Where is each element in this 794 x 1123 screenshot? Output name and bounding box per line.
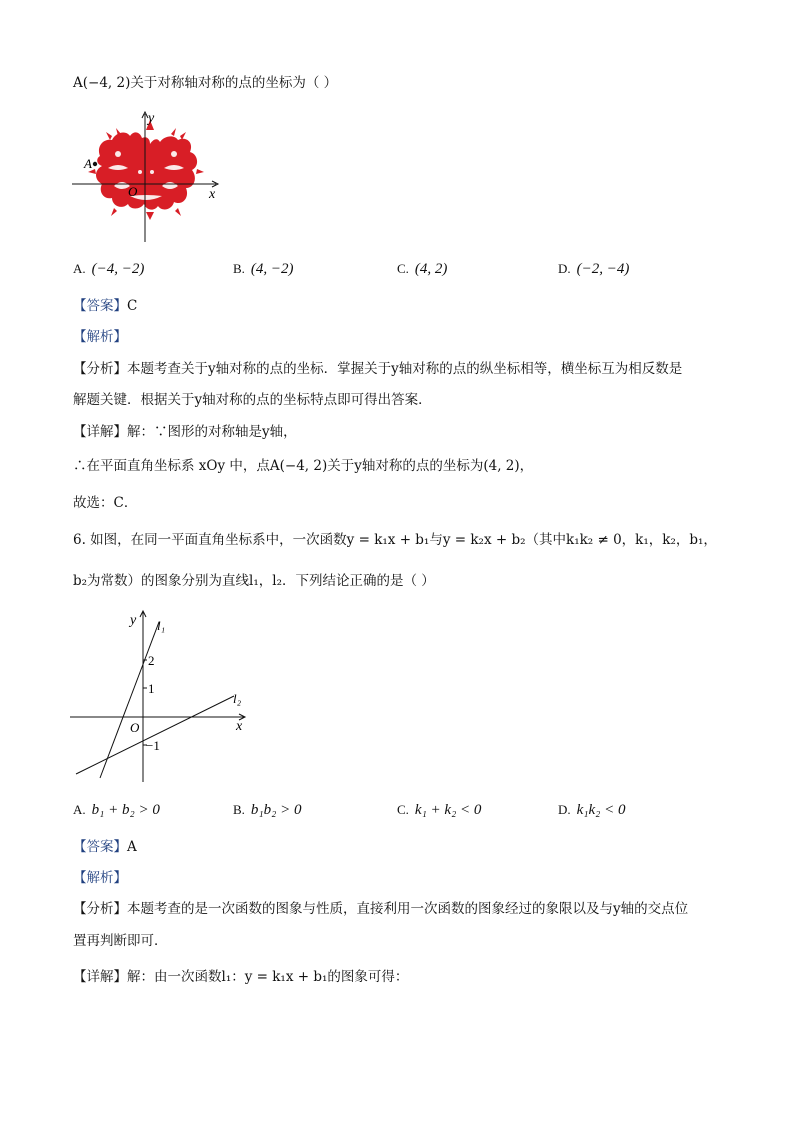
q5-analysis-line-1: 【分析】本题考查关于y轴对称的点的坐标．掌握关于y轴对称的点的纵坐标相等，横坐标互为相反数是 <box>73 361 683 377</box>
point-a-label: A <box>84 156 92 171</box>
q6-analysis-line-2: 置再判断即可． <box>73 933 168 949</box>
origin-label: O <box>128 184 138 199</box>
answer-tag: 【答案】 <box>73 298 127 314</box>
x-axis-label: x <box>209 187 216 202</box>
l1-label: l₁ <box>157 618 166 633</box>
q5-stem: A(−4, 2)关于对称轴对称的点的坐标为（ ） <box>73 75 338 91</box>
tick-label-2: 2 <box>148 653 155 668</box>
answer-value: A <box>127 839 137 855</box>
q6-figure <box>66 608 256 788</box>
q5-figure <box>70 108 230 246</box>
q5-analysis-line-2: 解题关键．根据关于y轴对称的点的坐标特点即可得出答案． <box>73 392 432 408</box>
q6-option-a[interactable]: A. b₁ + b₂ > 0 <box>73 802 160 818</box>
y-axis-label: y <box>148 111 155 126</box>
point-a-marker <box>93 162 97 166</box>
q6-option-c[interactable]: C. k₁ + k₂ < 0 <box>397 802 482 818</box>
q6-stem-line-1: 6. 如图，在同一平面直角坐标系中，一次函数y = k₁x + b₁与y = k₂x + b₂（其中k₁k₂ ≠ 0，k₁，k₂，b₁， <box>73 532 717 548</box>
q5-answer <box>73 296 137 316</box>
q5-option-b[interactable]: B. (4, −2) <box>233 261 294 277</box>
q5-option-a[interactable]: A. (−4, −2) <box>73 261 145 277</box>
q6-stem-line-2: b₂为常数）的图象分别为直线l₁，l₂．下列结论正确的是（ ） <box>73 573 435 589</box>
answer-tag: 【答案】 <box>73 839 127 855</box>
q6-analysis-line-1: 【分析】本题考查的是一次函数的图象与性质，直接利用一次函数的图象经过的象限以及与y轴的交点位 <box>73 901 689 917</box>
q5-detail-line-2: ∴在平面直角坐标系 xOy 中，点A(−4, 2)关于y轴对称的点的坐标为(4, 2)， <box>73 458 534 474</box>
line-l2 <box>76 696 234 774</box>
q5-detail-line-3: 故选：C． <box>73 495 138 511</box>
q6-option-d[interactable]: D. k₁k₂ < 0 <box>558 802 626 818</box>
answer-value: C <box>127 298 138 314</box>
q6-analysis-tag: 【解析】 <box>73 870 127 886</box>
q5-option-d[interactable]: D. (−2, −4) <box>558 261 630 277</box>
q6-answer <box>73 837 137 857</box>
q6-detail-line-1: 【详解】解：由一次函数l₁：y = k₁x + b₁的图象可得： <box>73 969 409 985</box>
q6-option-b[interactable]: B. b₁b₂ > 0 <box>233 802 302 818</box>
q5-detail-line-1: 【详解】解：∵图形的对称轴是y轴， <box>73 424 297 440</box>
y-axis-label: y <box>130 613 137 628</box>
origin-label: O <box>130 720 140 735</box>
line-l1 <box>100 622 159 778</box>
tick-label-neg1: −1 <box>146 738 160 753</box>
dragon-papercut-image <box>88 120 204 220</box>
tick-label-1: 1 <box>148 681 155 696</box>
q5-analysis-tag: 【解析】 <box>73 329 127 345</box>
x-axis-label: x <box>236 719 243 734</box>
l2-label: l₂ <box>233 691 242 706</box>
q5-option-c[interactable]: C. (4, 2) <box>397 261 448 277</box>
